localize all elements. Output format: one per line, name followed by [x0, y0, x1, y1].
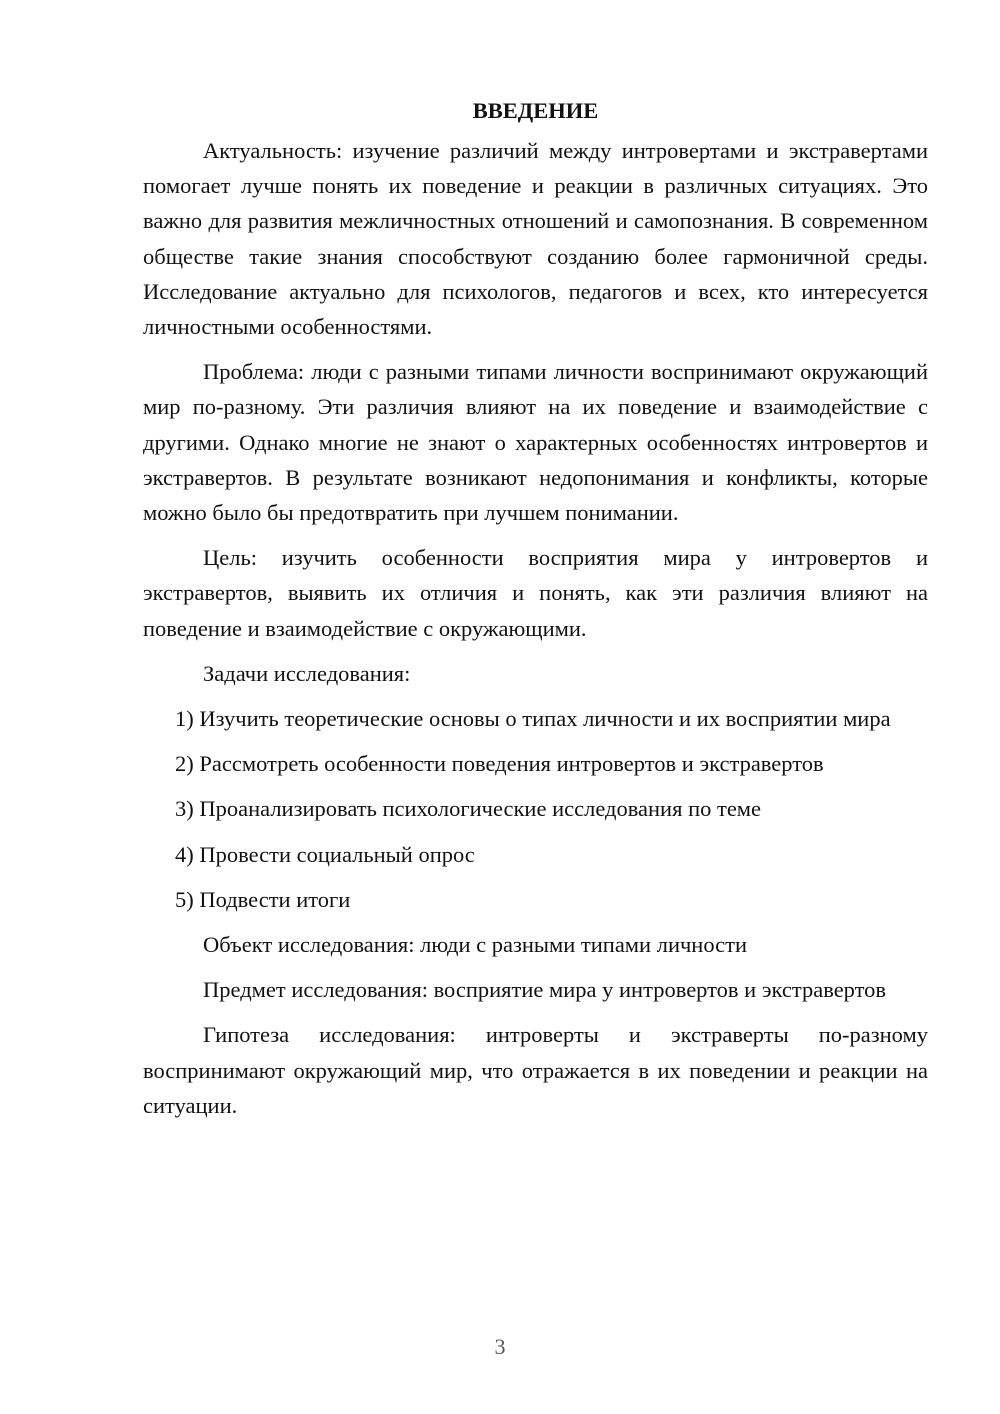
task-item: 4) Провести социальный опрос: [175, 841, 475, 867]
problem-paragraph: Проблема: люди с разными типами личности воспринимают окружающий мир по-разному. Эти различия влияют на их поведение и взаимодействие с другими. Однако многие не знают о характерных особенностях интровертов и экстравертов. В результате возникают недопонимания и конфликты, которые можно было бы предотвратить при лучшем понимании.: [143, 359, 928, 526]
document-page: [143, 92, 928, 1133]
tasks-heading: Задачи исследования:: [203, 660, 411, 686]
subject-paragraph: Предмет исследования: восприятие мира у интровертов и экстравертов: [203, 977, 887, 1003]
hypothesis-paragraph: Гипотеза исследования: интроверты и экстраверты по-разному воспринимают окружающий мир, что отражается в их поведении и реакции на ситуации.: [143, 1022, 928, 1118]
relevance-paragraph: Актуальность: изучение различий между интровертами и экстравертами помогает лучше понять их поведение и реакции в различных ситуациях. Это важно для развития межличностных отношений и самопознания. В современном обществе такие знания способствуют созданию более гармоничной среды. Исследование актуально для психологов, педагогов и всех, кто интересуется личностными особенностями.: [143, 138, 928, 340]
object-paragraph: Объект исследования: люди с разными типами личности: [203, 932, 748, 958]
section-title: ВВЕДЕНИЕ: [472, 98, 599, 123]
task-item: 1) Изучить теоретические основы о типах личности и их восприятии мира: [175, 706, 891, 732]
page-number: 3: [494, 1334, 506, 1359]
task-item: 2) Рассмотреть особенности поведения интровертов и экстравертов: [175, 751, 824, 777]
goal-paragraph: Цель: изучить особенности восприятия мира у интровертов и экстравертов, выявить их отличия и понять, как эти различия влияют на поведение и взаимодействие с окружающими.: [143, 545, 928, 641]
task-item: 5) Подвести итоги: [175, 886, 351, 912]
task-item: 3) Проанализировать психологические исследования по теме: [175, 796, 762, 822]
